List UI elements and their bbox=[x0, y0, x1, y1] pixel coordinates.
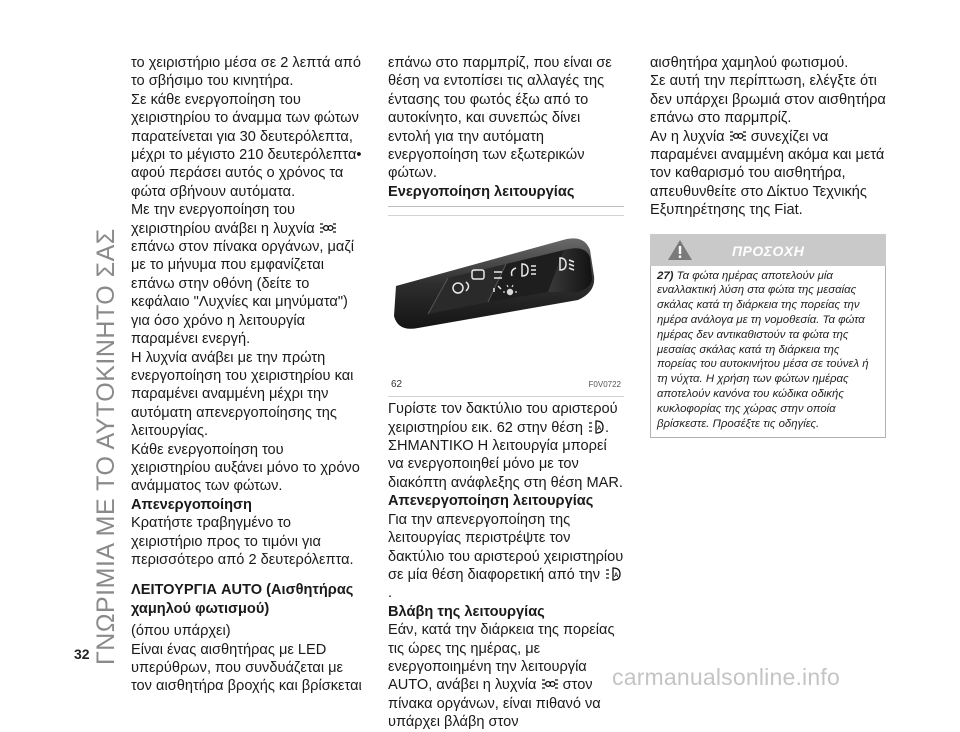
paragraph: αισθητήρα χαμηλού φωτισμού. bbox=[650, 55, 849, 71]
paragraph: Η λυχνία ανάβει με την πρώτη ενεργοποίηση του χειριστηρίου και παραμένει αναμμένη μέχρι την αυτόματη απενεργοποίησης της λειτουργίας. bbox=[131, 349, 354, 440]
text-run: στον πίνακα οργάνων, είναι πιθανό να υπάρχει βλάβη στον bbox=[388, 677, 601, 731]
section-heading: Απενεργοποίηση λειτουργίας bbox=[388, 493, 594, 510]
warning-triangle-icon bbox=[666, 238, 694, 262]
text-run: Με την ενεργοποίηση του χειριστηρίου ανάβει η λυχνία bbox=[131, 202, 315, 237]
text-run: συνεχίζει να παραμένει αναμμένη ακόμα και μετά τον καθαρισμό του αισθητήρα, απευθυνθείτε στο Δίκτυο Τεχνικής Εξυπηρέτησης της Fiat. bbox=[650, 128, 885, 219]
exterior-lights-warning-icon bbox=[319, 221, 337, 235]
exterior-lights-warning-icon bbox=[729, 129, 747, 143]
text-run: Για την απενεργοποίηση της λειτουργίας περιστρέψτε τον δακτύλιο του αριστερού χειριστηρίου σε μία θέση διαφορετική από την bbox=[388, 511, 624, 583]
svg-text:A: A bbox=[597, 425, 602, 432]
watermark: carmanualsonline.info bbox=[612, 664, 840, 690]
lighting-stalk-illustration bbox=[388, 216, 624, 376]
paragraph: επάνω στο παρμπρίζ, που είναι σε θέση να εντοπίσει τις αλλαγές της έντασης του φωτός έξω από το αυτοκίνητο, και συνεπώς δίνει εντολή για την αυτόματη ενεργοποίηση των εξωτερικών φώτων. bbox=[388, 55, 612, 182]
lighting-stalk-figure bbox=[388, 215, 624, 397]
auto-headlight-icon bbox=[604, 567, 622, 581]
text-run: Γυρίστε τον δακτύλιο του αριστερού χειριστηρίου εικ. 62 στην θέση bbox=[388, 401, 618, 436]
section-heading: Βλάβη της λειτουργίας bbox=[388, 603, 545, 620]
text-run: . bbox=[605, 419, 610, 436]
text-run: Αν η λυχνία bbox=[650, 128, 725, 145]
column-2 bbox=[388, 54, 624, 732]
text-run: . bbox=[388, 585, 393, 602]
paragraph: ΣΗΜΑΝΤΙΚΟ Η λειτουργία μπορεί να ενεργοποιηθεί μόνο με τον διακόπτη ανάφλεξης στη θέση MAR. bbox=[388, 438, 623, 491]
column-1 bbox=[131, 54, 366, 696]
paragraph bbox=[388, 621, 624, 731]
paragraph: Κάθε ενεργοποίηση του χειριστηρίου αυξάνει μόνο το χρόνο ανάμματος των φώτων. bbox=[131, 441, 360, 495]
paragraph: το χειριστήριο μέσα σε 2 λεπτά από το σβήσιμο του κινητήρα. bbox=[131, 55, 361, 90]
paragraph: Κρατήστε τραβηγμένο το χειριστήριο προς το τιμόνι για περισσότερο από 2 δευτερόλεπτα. bbox=[131, 515, 354, 568]
text-run: Εάν, κατά την διάρκεια της πορείας τις ώρες της ημέρας, με ενεργοποιημένη την λειτουργία AUTO, ανάβει η λυχνία bbox=[388, 622, 615, 694]
exterior-lights-warning-icon bbox=[541, 677, 559, 691]
warning-header bbox=[650, 234, 886, 266]
page-number: 32 bbox=[74, 646, 90, 662]
section-heading: Απενεργοποίηση bbox=[131, 496, 252, 513]
warning-number: 27) bbox=[657, 269, 674, 282]
auto-headlight-icon bbox=[587, 420, 605, 434]
paragraph: Σε αυτή την περίπτωση, ελέγξτε ότι δεν υπάρχει βρωμιά στον αισθητήρα επάνω στο παρμπρίζ. bbox=[650, 73, 886, 127]
paragraph bbox=[131, 201, 366, 348]
chapter-side-title-text: ΓΝΩΡΙΜΙΑ ΜΕ ΤΟ ΑΥΤΟΚΙΝΗΤΟ ΣΑΣ bbox=[92, 228, 120, 665]
figure-number: 62 bbox=[391, 378, 403, 390]
paragraph bbox=[388, 400, 624, 437]
section-heading: Ενεργοποίηση λειτουργίας bbox=[388, 183, 575, 200]
text-run: επάνω στον πίνακα οργάνων, μαζί με το μήνυμα που εμφανίζεται επάνω στην οθόνη (δείτε το κεφάλαιο "Λυχνίες και μηνύματα") για όσο χρόνο η λειτουργία παραμένει ενεργή. bbox=[131, 239, 355, 348]
paragraph bbox=[388, 511, 624, 603]
warning-text: Τα φώτα ημέρας αποτελούν μία εναλλακτική λύση στα φώτα της μεσαίας σκάλας κατά τη διάρκεια της πορείας την ημέρα ανάλογα με τη νομοθεσία. Τα φώτα ημέρας δεν αντικαθιστούν τα φώτα της μεσαίας σκάλας κατά τη διάρκεια της πορείας του αυτοκινήτου μέσα σε τούνελ ή τη νύχτα. Η χρήση των φώτων ημέρας αποτελούν κανόνα του κώδικα οδικής κυκλοφορίας της χώρας στην οποία βρίσκεστε. Προσέξτε τις οδηγίες. bbox=[657, 269, 869, 430]
paragraph: Σε κάθε ενεργοποίηση του χειριστηρίου το άναμμα των φώτων παρατείνεται για 30 δευτερόλεπτα, μέχρι το μέγιστο 210 δευτερόλεπτα• αφού περάσει αυτός ο χρόνος τα φώτα σβήνουν αυτόματα. bbox=[131, 91, 362, 200]
figure-code: F0V0722 bbox=[588, 379, 621, 389]
svg-text:A: A bbox=[614, 572, 619, 579]
paragraph bbox=[650, 128, 886, 220]
paragraph: Είναι ένας αισθητήρας με LED υπερύθρων, που συνδυάζεται με τον αισθητήρα βροχής και βρίσκεται bbox=[131, 641, 362, 695]
warning-box bbox=[650, 266, 886, 439]
paragraph: (όπου υπάρχει) bbox=[131, 623, 231, 640]
divider bbox=[388, 206, 624, 207]
warning-title: ΠΡΟΣΟΧΗ bbox=[732, 242, 805, 259]
section-heading: ΛΕΙΤΟΥΡΓΙΑ AUTO (Αισθητήρας χαμηλού φωτισμού) bbox=[131, 582, 354, 617]
column-3 bbox=[650, 54, 886, 438]
chapter-side-title bbox=[62, 25, 120, 665]
